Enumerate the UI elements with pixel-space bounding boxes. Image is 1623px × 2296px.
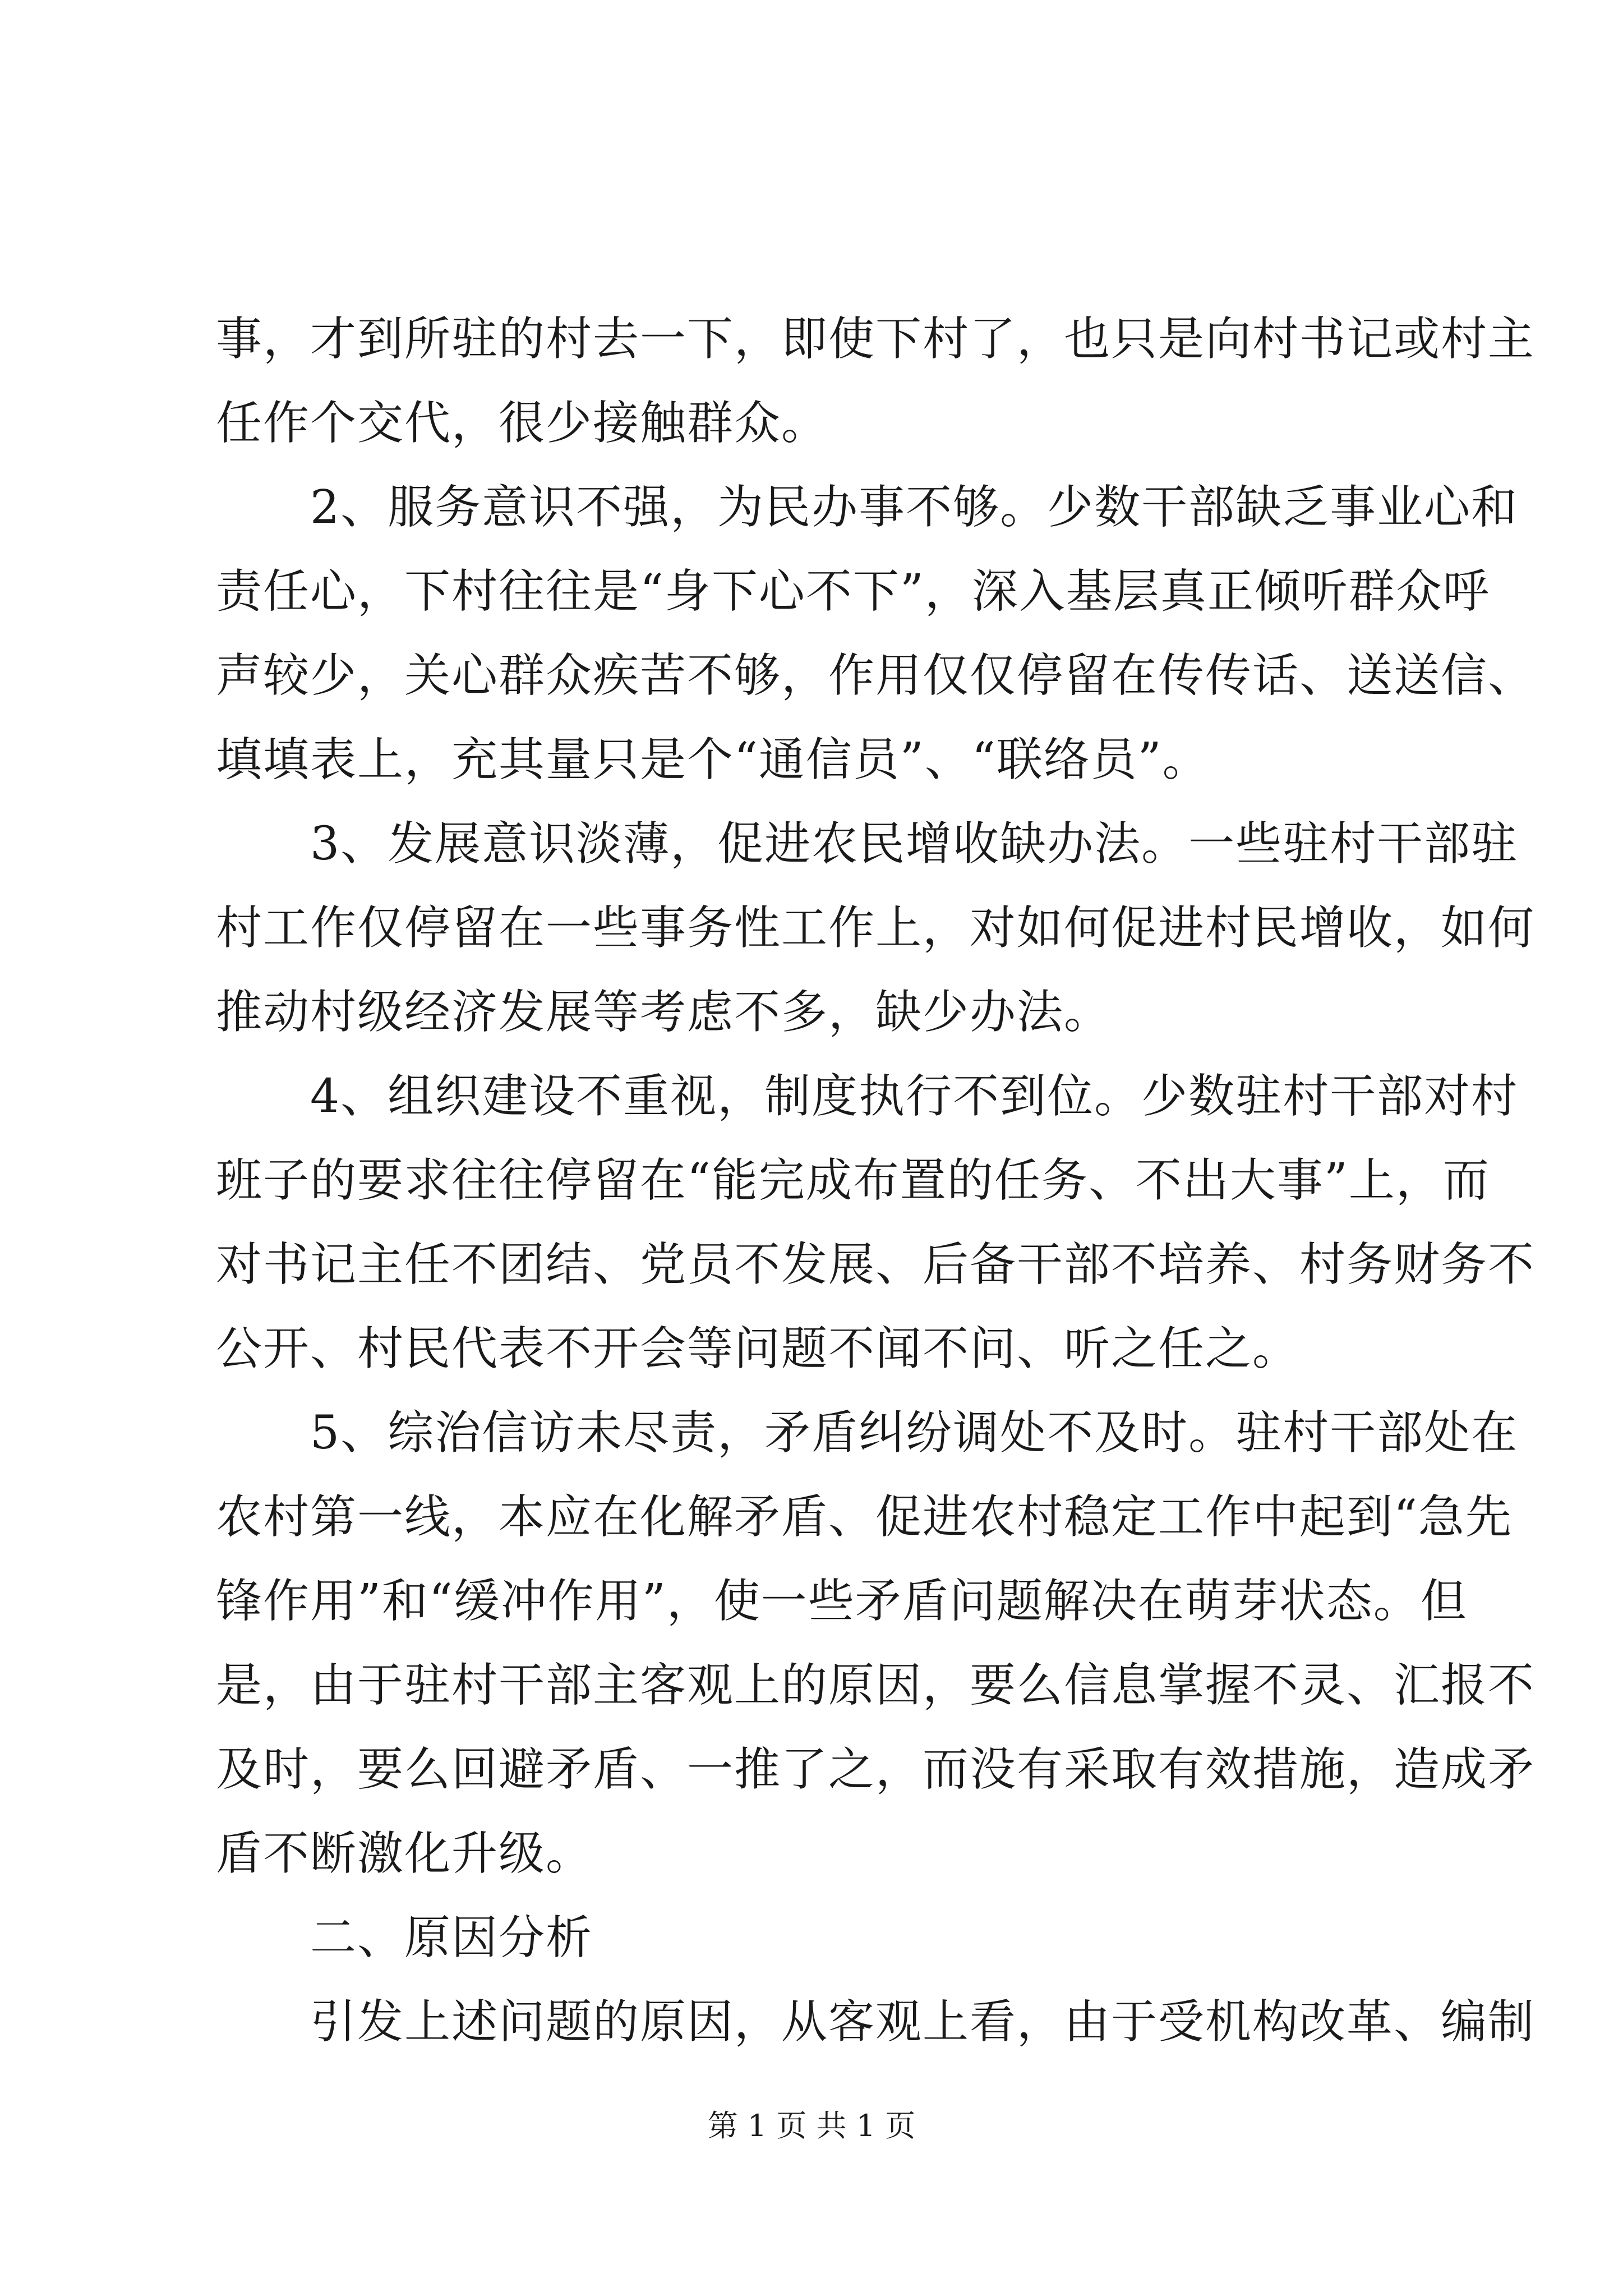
text-line: 事，才到所驻的村去一下，即使下村了，也只是向村书记或村主: [216, 312, 1536, 366]
text-line: 农村第一线，本应在化解矛盾、促进农村稳定工作中起到“急先: [216, 1490, 1513, 1544]
text-line: 推动村级经济发展等考虑不多，缺少办法。: [216, 986, 1112, 1039]
text-line: 2、服务意识不强，为民办事不够。少数干部缺乏事业心和: [216, 481, 1519, 534]
text-line: 村工作仅停留在一些事务性工作上，对如何促进村民增收，如何: [216, 901, 1536, 955]
text-line: 盾不断激化升级。: [216, 1827, 593, 1880]
text-line: 班子的要求往往停留在“能完成布置的任务、不出大事”上，而: [216, 1154, 1490, 1207]
section-heading: 二、原因分析: [216, 1911, 593, 1964]
text-line: 3、发展意识淡薄，促进农民增收缺办法。一些驻村干部驻: [216, 817, 1519, 871]
text-line: 公开、村民代表不开会等问题不闻不问、听之任之。: [216, 1322, 1300, 1375]
text-line: 5、综治信访未尽责，矛盾纠纷调处不及时。驻村干部处在: [216, 1406, 1519, 1460]
document-body: [216, 297, 1536, 2064]
text-line: 对书记主任不团结、党员不发展、后备干部不培养、村务财务不: [216, 1238, 1536, 1291]
text-line: 责任心，下村往往是“身下心不下”，深入基层真正倾听群众呼: [216, 565, 1490, 618]
text-line: 是，由于驻村干部主客观上的原因，要么信息掌握不灵、汇报不: [216, 1659, 1536, 1712]
text-line: 4、组织建设不重视，制度执行不到位。少数驻村干部对村: [216, 1070, 1519, 1123]
page-footer: 第 1 页 共 1 页: [707, 2108, 916, 2143]
text-line: 锋作用”和“缓冲作用”，使一些矛盾问题解决在萌芽状态。但: [216, 1575, 1468, 1628]
text-line: 及时，要么回避矛盾、一推了之，而没有采取有效措施，造成矛: [216, 1743, 1536, 1796]
text-line: 声较少，关心群众疾苦不够，作用仅仅停留在传传话、送送信、: [216, 649, 1536, 702]
text-line: 引发上述问题的原因，从客观上看，由于受机构改革、编制: [216, 1995, 1536, 2049]
text-line: 任作个交代，很少接触群众。: [216, 397, 829, 450]
text-line: 填填表上，充其量只是个“通信员”、“联络员”。: [216, 733, 1210, 786]
